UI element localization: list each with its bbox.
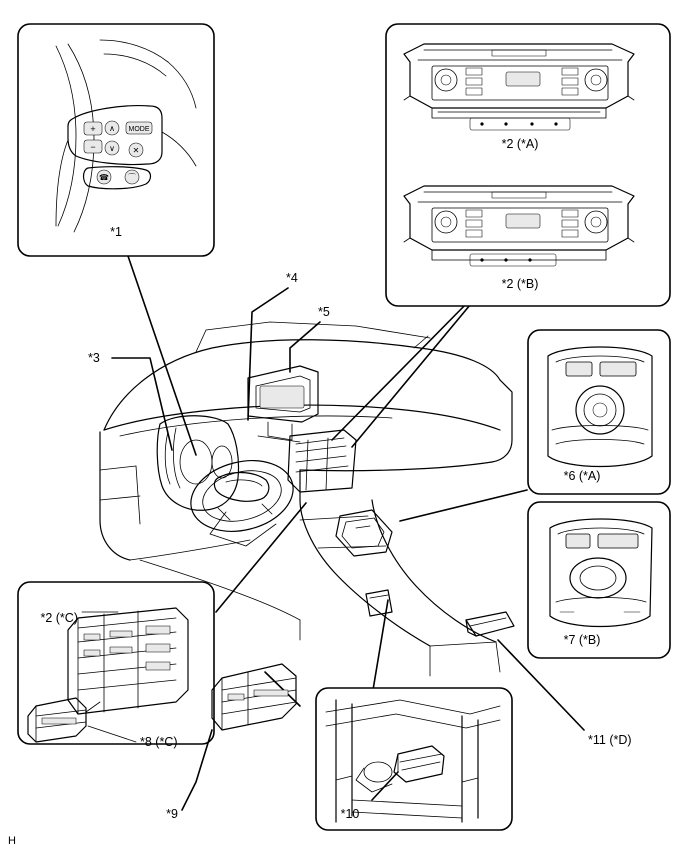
panel-audio-ab <box>386 24 670 306</box>
svg-text:∨: ∨ <box>109 144 115 153</box>
panel-console-switch-b <box>528 502 670 658</box>
svg-text:☎: ☎ <box>99 173 109 182</box>
callout-label-11d: *11 (*D) <box>588 733 632 747</box>
callout-label-7b: *7 (*B) <box>563 633 601 647</box>
corner-letter: H <box>8 835 16 847</box>
svg-text:✕: ✕ <box>132 146 140 155</box>
callout-label-10: *10 <box>340 807 360 821</box>
callout-label-2a: *2 (*A) <box>501 137 539 151</box>
callout-label-8c: *8 (*C) <box>140 735 178 749</box>
svg-text:⌒: ⌒ <box>128 173 136 182</box>
panel-audio-c <box>18 582 214 749</box>
svg-text:+: + <box>90 124 96 134</box>
panel-floor-unit <box>316 688 512 830</box>
callout-label-2c: *2 (*C) <box>40 611 78 625</box>
panel-steering-switch <box>18 24 214 256</box>
callout-label-3: *3 <box>88 351 100 365</box>
callout-label-6a: *6 (*A) <box>563 469 601 483</box>
callout-label-9: *9 <box>166 807 178 821</box>
svg-text:MODE: MODE <box>128 126 150 133</box>
svg-text:∧: ∧ <box>109 124 115 133</box>
panel-console-switch-a <box>528 330 670 494</box>
svg-text:−: − <box>90 142 96 152</box>
callout-label-2b: *2 (*B) <box>501 277 539 291</box>
callout-label-4: *4 <box>286 271 298 285</box>
callout-label-5: *5 <box>318 305 330 319</box>
callout-label-1: *1 <box>110 225 122 239</box>
